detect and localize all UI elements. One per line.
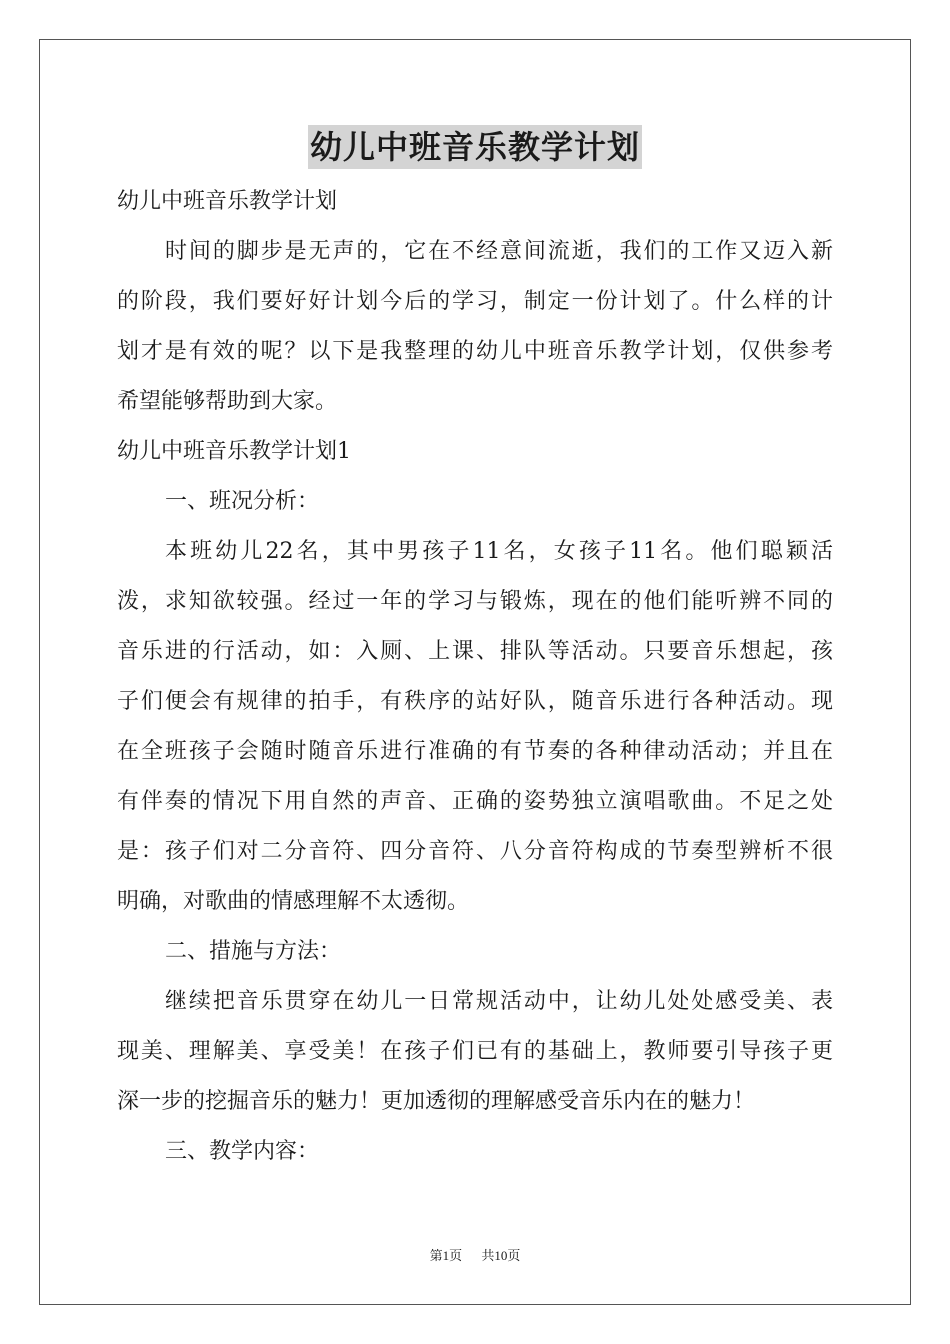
document-title: 幼儿中班音乐教学计划	[308, 125, 642, 169]
text-line: 明确，对歌曲的情感理解不太透彻。	[117, 889, 470, 914]
text-line: 本班幼儿22名，其中男孩子11名，女孩子11名。他们聪颖活	[165, 539, 833, 564]
text-line: 子们便会有规律的拍手，有秩序的站好队，随音乐进行各种活动。现	[117, 689, 833, 714]
text-line: 是：孩子们对二分音符、四分音符、八分音符构成的节奏型辨析不很	[117, 839, 833, 864]
text-line: 三、教学内容：	[165, 1139, 320, 1164]
text-line: 在全班孩子会随时随音乐进行准确的有节奏的各种律动活动；并且在	[117, 739, 833, 764]
title-container	[0, 125, 950, 169]
text-line: 二、措施与方法：	[165, 939, 342, 964]
text-line: 现美、理解美、享受美！在孩子们已有的基础上，教师要引导孩子更	[117, 1039, 833, 1064]
text-line: 音乐进的行活动，如：入厕、上课、排队等活动。只要音乐想起，孩	[117, 639, 833, 664]
text-line: 的阶段，我们要好好计划今后的学习，制定一份计划了。什么样的计	[117, 289, 833, 314]
text-line: 一、班况分析：	[165, 489, 320, 514]
text-line: 幼儿中班音乐教学计划	[117, 189, 338, 214]
text-line: 泼，求知欲较强。经过一年的学习与锻炼，现在的他们能听辨不同的	[117, 589, 833, 614]
text-line: 继续把音乐贯穿在幼儿一日常规活动中，让幼儿处处感受美、表	[165, 989, 833, 1014]
text-line: 划才是有效的呢？以下是我整理的幼儿中班音乐教学计划，仅供参考	[117, 339, 833, 364]
text-line: 深一步的挖掘音乐的魅力！更加透彻的理解感受音乐内在的魅力！	[117, 1089, 756, 1114]
page-footer	[0, 1246, 950, 1266]
page-number: 第1页	[429, 1248, 463, 1263]
page-total: 共10页	[481, 1248, 521, 1263]
text-line: 希望能够帮助到大家。	[117, 389, 338, 414]
text-line: 有伴奏的情况下用自然的声音、正确的姿势独立演唱歌曲。不足之处	[117, 789, 833, 814]
text-line: 幼儿中班音乐教学计划1	[117, 439, 351, 464]
text-line: 时间的脚步是无声的，它在不经意间流逝，我们的工作又迈入新	[165, 239, 833, 264]
document-body	[117, 177, 833, 1177]
